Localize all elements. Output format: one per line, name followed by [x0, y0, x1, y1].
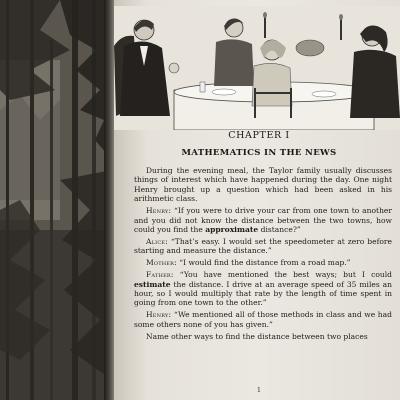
closing-prompt: Name other ways to find the distance between two places: [146, 331, 368, 341]
chapter-label: CHAPTER I: [228, 130, 290, 141]
emphasized-word: approximate: [205, 225, 259, 235]
speaker-label: Mother:: [146, 258, 177, 268]
henry-reply-paragraph: Henry: “We mentioned all of those methods in class and we had some others none of you has given.”: [134, 310, 392, 329]
intro-paragraph: During the evening meal, the Taylor family usually discusses things of interest which have happened during the day. One night Henry brought up a question which had been asked in his arithmetic class.: [134, 166, 392, 204]
chapter-title: MATHEMATICS IN THE NEWS: [181, 148, 337, 158]
chapter-body: [134, 166, 392, 343]
father-paragraph: Father: “You have mentioned the best ways; but I could estimate the distance. I drive at an average speed of 35 miles an hour, so I would multiply that rate by the length of time spent in going from one town to the other.”: [134, 270, 392, 308]
henry-question-paragraph: Henry: “If you were to drive your car from one town to another and you did not know the distance between the two towns, how could you find the approximate distance?”: [134, 206, 392, 235]
forest-photo-page: [0, 0, 112, 400]
family-dinner-illustration: [114, 6, 400, 130]
forest-photo: [0, 0, 112, 400]
emphasized-word: estimate: [134, 279, 171, 289]
speaker-label: Henry:: [146, 206, 172, 216]
page-number: 1: [256, 386, 262, 394]
mother-paragraph: Mother: “I would find the distance from a road map.”: [146, 258, 351, 268]
speaker-label: Alice:: [146, 236, 168, 246]
book-page: [114, 0, 400, 400]
speaker-label: Father:: [146, 270, 174, 280]
speaker-label: Henry:: [146, 310, 172, 320]
alice-paragraph: Alice: “That’s easy. I would set the speedometer at zero before starting and measure the distance.”: [134, 236, 392, 256]
